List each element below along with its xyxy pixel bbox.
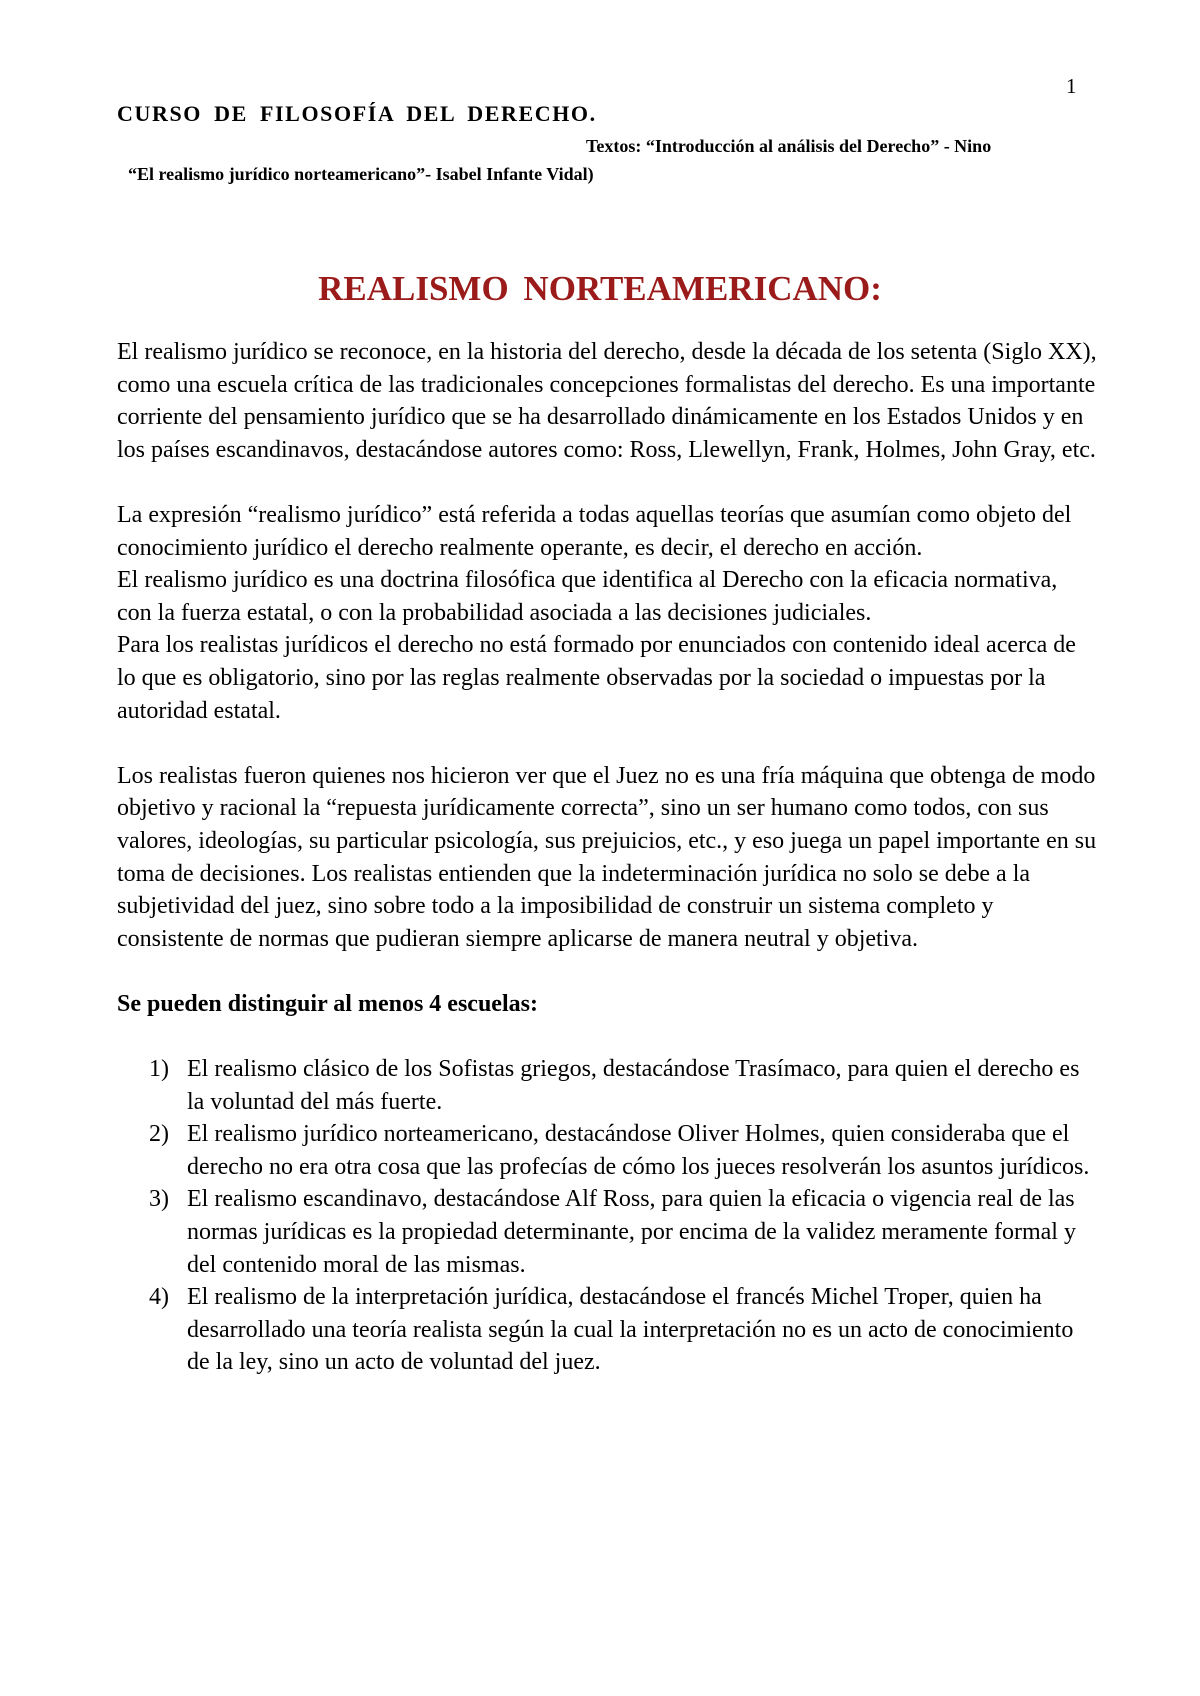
schools-list — [117, 1053, 1097, 1379]
page-number: 1 — [1066, 74, 1077, 98]
paragraph-realists: Para los realistas jurídicos el derecho no está formado por enunciados con contenido ideal acerca de lo que es obligatorio, sino por las reglas realmente observadas por la sociedad o impuestas por la autoridad estatal. — [117, 632, 1076, 724]
document-title: REALISMO NORTEAMERICANO: — [318, 269, 882, 309]
list-item — [149, 1053, 1097, 1118]
document-body — [117, 336, 1097, 1379]
paragraph-judge: Los realistas fueron quienes nos hicieron ver que el Juez no es una fría máquina que obtenga de modo objetivo y racional la “repuesta jurídicamente correcta”, sino un ser humano como todos, con sus valores, ideologías, su particular psicología, sus prejuicios, etc., y eso juega un papel importante en su toma de decisiones. Los realistas entienden que la indeterminación jurídica no solo se debe a la subjetividad del juez, sino sobre todo a la imposibilidad de construir un sistema completo y consistente de normas que pudieran siempre aplicarse de manera neutral y objetiva. — [117, 762, 1097, 952]
list-item-text: El realismo escandinavo, destacándose Alf Ross, para quien la eficacia o vigencia real de las normas jurídicas es la propiedad determinante, por encima de la validez meramente formal y del contenido moral de las mismas. — [187, 1186, 1076, 1278]
source-reference-nino: Textos: “Introducción al análisis del Derecho” - Nino — [586, 136, 992, 156]
source-reference-infante: “El realismo jurídico norteamericano”- Isabel Infante Vidal) — [128, 164, 594, 184]
list-item-number: 2) — [149, 1121, 169, 1148]
list-item-text: El realismo de la interpretación jurídica, destacándose el francés Michel Troper, quien ha desarrollado una teoría realista según la cual la interpretación no es un acto de conocimiento de la ley, sino un acto de voluntad del juez. — [187, 1284, 1074, 1376]
list-item — [149, 1281, 1097, 1379]
list-item-number: 1) — [149, 1056, 169, 1083]
paragraph-doctrine: El realismo jurídico es una doctrina filosófica que identifica al Derecho con la eficacia normativa, con la fuerza estatal, o con la probabilidad asociada a las decisiones judiciales. — [117, 567, 1058, 626]
list-item — [149, 1183, 1097, 1281]
list-item — [149, 1118, 1097, 1183]
paragraph-introduction: El realismo jurídico se reconoce, en la historia del derecho, desde la década de los setenta (Siglo XX), como una escuela crítica de las tradicionales concepciones formalistas del derecho. Es una importante corriente del pensamiento jurídico que se ha desarrollado dinámicamente en los Estados Unidos y en los países escandinavos, destacándose autores como: Ross, Llewellyn, Frank, Holmes, John Gray, etc. — [117, 339, 1097, 463]
schools-heading: Se pueden distinguir al menos 4 escuelas: — [117, 990, 538, 1017]
course-title: CURSO DE FILOSOFÍA DEL DERECHO. — [117, 101, 597, 126]
list-item-text: El realismo jurídico norteamericano, destacándose Oliver Holmes, quien consideraba que el derecho no era otra cosa que las profecías de cómo los jueces resolverán los asuntos jurídicos. — [187, 1121, 1090, 1180]
paragraph-expression: La expresión “realismo jurídico” está referida a todas aquellas teorías que asumían como objeto del conocimiento jurídico el derecho realmente operante, es decir, el derecho en acción. — [117, 501, 1072, 561]
list-item-text: El realismo clásico de los Sofistas griegos, destacándose Trasímaco, para quien el derecho es la voluntad del más fuerte. — [187, 1056, 1080, 1115]
list-item-number: 4) — [149, 1284, 169, 1311]
list-item-number: 3) — [149, 1186, 169, 1213]
